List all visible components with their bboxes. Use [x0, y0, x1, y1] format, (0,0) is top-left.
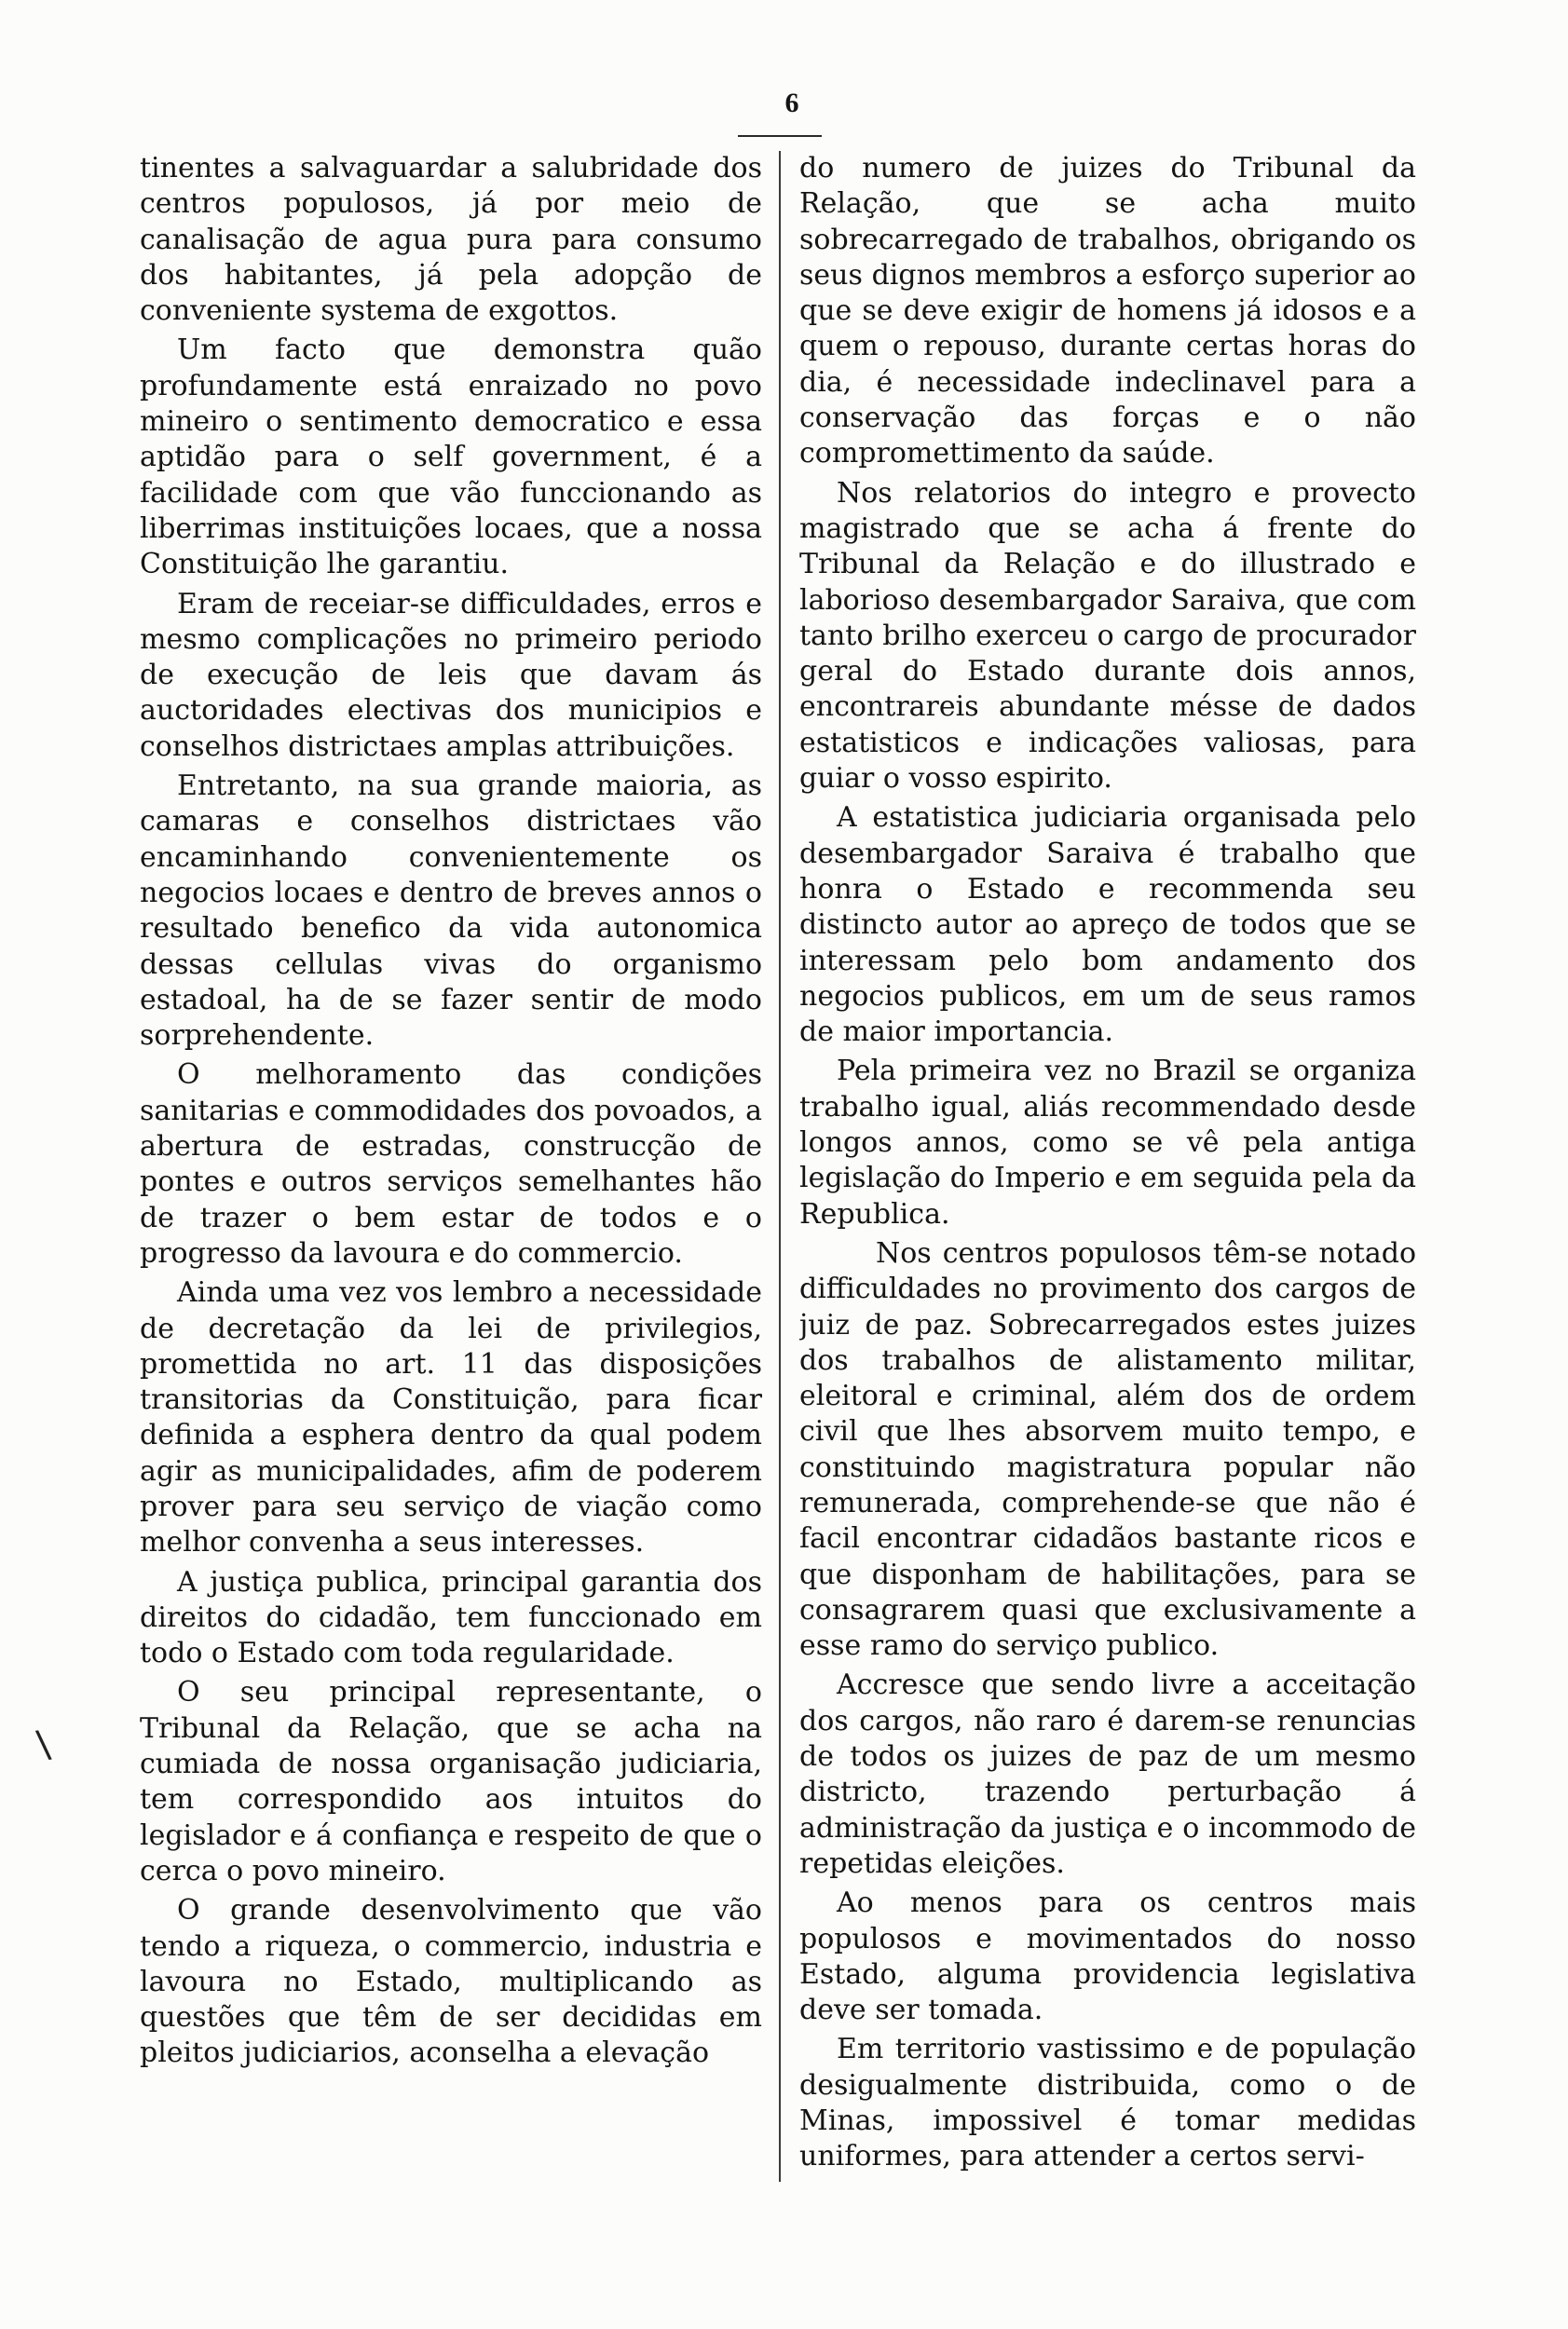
paragraph: Nos centros populosos têm-se notado difficuldades no provimento dos cargos de juiz de paz. Sobrecarregados estes juizes dos trabalhos de alistamento militar, eleitoral e criminal, além dos de ordem civil que lhes absorvem muito tempo, e constituindo magistratura popular não remunerada, comprehende-se que não é facil encontrar cidadãos bastante ricos e que disponham de habilitações, para se consagrarem quasi que exclusivamente a esse ramo do serviço publico.: [799, 1236, 1416, 1663]
paragraph: Eram de receiar-se difficuldades, erros e mesmo complicações no primeiro periodo de execução de leis que davam ás auctoridades electivas dos municipios e conselhos districtaes amplas attribuições.: [140, 587, 762, 763]
page-number: 6: [784, 88, 799, 118]
margin-mark: \: [34, 1723, 53, 1767]
paragraph: A justiça publica, principal garantia dos direitos do cidadão, tem funccionado em todo o Estado com toda regularidade.: [140, 1565, 762, 1670]
paragraph: tinentes a salvaguardar a salubridade dos centros populosos, já por meio de canalisação de agua pura para consumo dos habitantes, já pela adopção de conveniente systema de exgottos.: [140, 152, 762, 328]
paragraph: Pela primeira vez no Brazil se organiza trabalho igual, aliás recommendado desde longos annos, como se vê pela antiga legislação do Imperio e em seguida pela da Republica.: [799, 1055, 1416, 1231]
paragraph: O melhoramento das condições sanitarias e commodidades dos povoados, a abertura de estradas, construcção de pontes e outros serviços semelhantes hão de trazer o bem estar de todos e o progresso da lavoura e do commercio.: [140, 1058, 762, 1270]
paragraph: Nos relatorios do integro e provecto magistrado que se acha á frente do Tribunal da Relação e do illustrado e laborioso desembargador Saraiva, que com tanto brilho exerceu o cargo de procurador geral do Estado durante dois annos, encontrareis abundante mésse de dados estatisticos e indicações valiosas, para guiar o vosso espirito.: [799, 476, 1416, 796]
paragraph: Ainda uma vez vos lembro a necessidade de decretação da lei de privilegios, promettida no art. 11 das disposições transitorias da Constituição, para ficar definida a esphera dentro da qual podem agir as municipalidades, afim de poderem prover para seu serviço de viação como melhor convenha a seus interesses.: [140, 1276, 762, 1559]
paragraph: A estatistica judiciaria organisada pelo desembargador Saraiva é trabalho que honra o Estado e recommenda seu distincto autor ao apreço de todos que se interessam pelo bom andamento dos negocios publicos, em um de seus ramos de maior importancia.: [799, 801, 1416, 1049]
paragraph: Em territorio vastissimo e de população desigualmente distribuida, como o de Minas, impossivel é tomar medidas uniformes, para attender a certos servi-: [799, 2033, 1416, 2173]
left-column: [140, 151, 762, 2228]
header-rule: [738, 135, 822, 137]
paragraph: O seu principal representante, o Tribunal da Relação, que se acha na cumiada de nossa organisação judiciaria, tem correspondido aos intuitos do legislador e á confiança e respeito de que o cerca o povo mineiro.: [140, 1676, 762, 1887]
column-divider: [779, 151, 781, 2182]
paragraph: Ao menos para os centros mais populosos e movimentados do nosso Estado, alguma providencia legislativa deve ser tomada.: [799, 1886, 1416, 2027]
paragraph: do numero de juizes do Tribunal da Relação, que se acha muito sobrecarregado de trabalhos, obrigando os seus dignos membros a esforço superior ao que se deve exigir de homens já idosos e a quem o repouso, durante certas horas do dia, é necessidade indeclinavel para a conservação das forças e o não compromettimento da saúde.: [799, 152, 1416, 470]
paragraph: Um facto que demonstra quão profundamente está enraizado no povo mineiro o sentimento democratico e essa aptidão para o self government, é a facilidade com que vão funccionando as liberrimas instituições locaes, que a nossa Constituição lhe garantiu.: [140, 334, 762, 581]
paragraph: Accresce que sendo livre a acceitação dos cargos, não raro é darem-se renuncias de todos os juizes de paz de um mesmo districto, trazendo perturbação á administração da justiça e o incommodo de repetidas eleições.: [799, 1668, 1416, 1880]
paragraph: O grande desenvolvimento que vão tendo a riqueza, o commercio, industria e lavoura no Estado, multiplicando as questões que têm de ser decididas em pleitos judiciarios, aconselha a elevação: [140, 1894, 762, 2070]
right-column: [799, 151, 1416, 2228]
paragraph: Entretanto, na sua grande maioria, as camaras e conselhos districtaes vão encaminhando convenientemente os negocios locaes e dentro de breves annos o resultado benefico da vida autonomica dessas cellulas vivas do organismo estadoal, ha de se fazer sentir de modo sorprehendente.: [140, 770, 762, 1053]
